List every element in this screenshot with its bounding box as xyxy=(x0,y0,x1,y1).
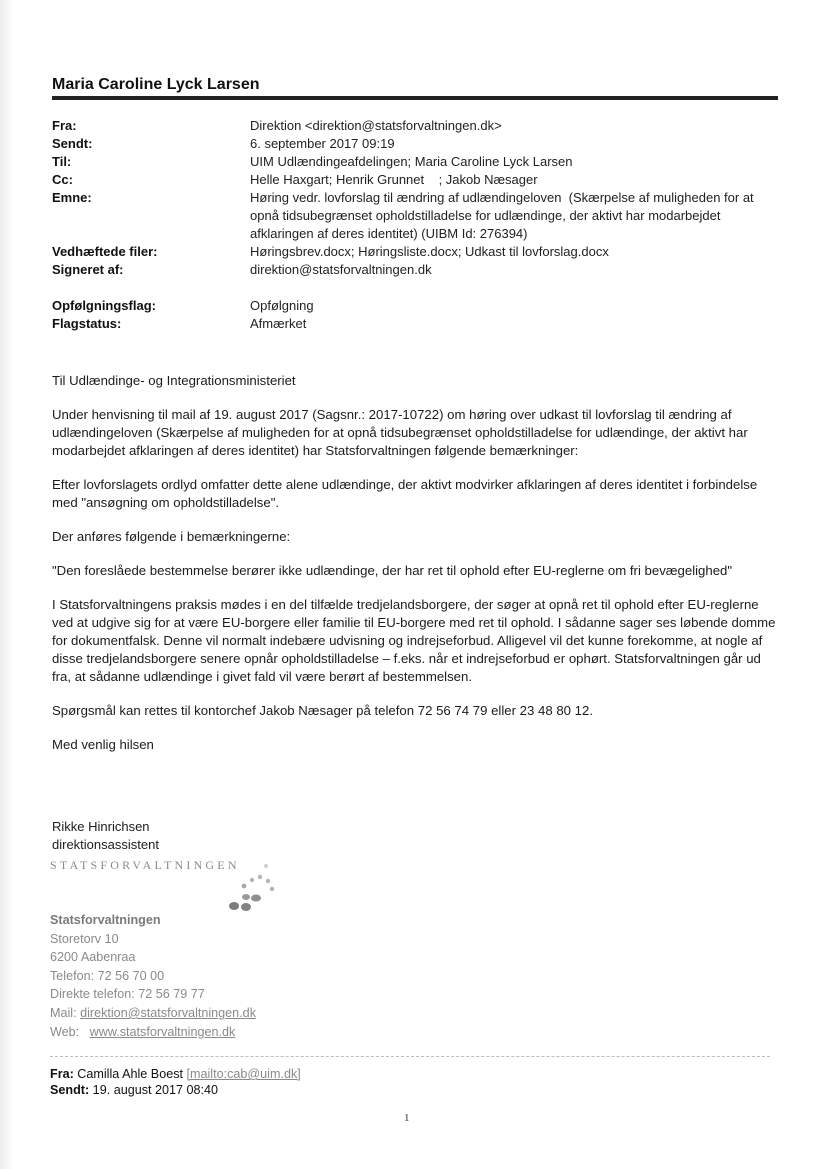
header-subject xyxy=(52,189,782,243)
forwarded-sent-label: Sendt: xyxy=(50,1083,90,1097)
contact-phone: Telefon: 72 56 70 00 xyxy=(50,968,165,983)
header-label: Fra: xyxy=(52,118,77,133)
contact-web-label: Web: xyxy=(50,1024,90,1039)
header-attachments xyxy=(52,243,782,261)
header-label: Vedhæftede filer: xyxy=(52,244,158,259)
body-paragraph: Efter lovforslagets ordlyd omfatter dette alene udlændinge, der aktivt modvirker afklaringen af deres identitet i forbindelse med "ansøgning om opholdstilladelse". xyxy=(52,477,758,510)
forwarded-from-mail[interactable]: [mailto:cab@uim.dk] xyxy=(186,1067,301,1081)
contact-web-link[interactable]: www.statsforvaltningen.dk xyxy=(89,1024,236,1039)
forwarded-header xyxy=(50,1066,301,1098)
contact-address: Storetorv 10 xyxy=(50,931,119,946)
header-value: Direktion <direktion@statsforvaltningen.dk> xyxy=(250,118,502,133)
closing: Med venlig hilsen xyxy=(52,737,154,752)
signature-name: Rikke Hinrichsen xyxy=(52,819,150,834)
salutation: Til Udlændinge- og Integrationsministeriet xyxy=(52,373,296,388)
header-to xyxy=(52,153,782,171)
contact-city: 6200 Aabenraa xyxy=(50,950,136,965)
spacer xyxy=(52,279,782,297)
body-paragraph: Under henvisning til mail af 19. august 2017 (Sagsnr.: 2017-10722) om høring over udkast til lovforslag til ændring af udlændingeloven (Skærpelse af muligheden for at opnå tidsubegrænset opholdstilladelse for udlændinge, der aktivt har modarbejdet afklaringen af deres identitet) har Statsforvaltningen følgende bemærkninger: xyxy=(52,407,748,458)
forwarded-sent-row xyxy=(50,1082,301,1098)
header-cc xyxy=(52,171,782,189)
forwarded-from-name: Camilla Ahle Boest xyxy=(73,1067,187,1081)
forwarded-from-row xyxy=(50,1066,301,1082)
header-value: 6. september 2017 09:19 xyxy=(250,136,395,151)
header-value: direktion@statsforvaltningen.dk xyxy=(250,262,432,277)
page-number: 1 xyxy=(404,1112,410,1124)
body-paragraph: I Statsforvaltningens praksis mødes i en del tilfælde tredjelandsborgere, der søger at opnå ret til ophold efter EU-reglerne ved at udgive sig for at være EU-borgere eller familie til EU-borgere med ret til ophold. I sådanne sager ses løbende domme for dokumentfalsk. Denne vil normalt indebære udvisning og indrejseforbud. Alligevel vil det kunne forekomme, at nogle af disse tredjelandsborgere senere opnår opholdstilladelse – f.eks. når et indrejseforbud er ophørt. Statsforvaltningen går ud fra, at sådanne udlændinge i givet fald vil være berørt af bestemmelsen. xyxy=(52,597,776,684)
header-value: Helle Haxgart; Henrik Grunnet ; Jakob Næsager xyxy=(250,172,538,187)
header-label: Emne: xyxy=(52,190,92,205)
header-value: Høringsbrev.docx; Høringsliste.docx; Udkast til lovforslag.docx xyxy=(250,244,609,259)
header-rule xyxy=(52,96,778,100)
forward-divider xyxy=(50,1056,770,1057)
header-label: Til: xyxy=(52,154,72,169)
header-label: Opfølgningsflag: xyxy=(52,298,156,313)
contact-mail-row xyxy=(50,1004,256,1023)
header-value: Høring vedr. lovforslag til ændring af udlændingeloven (Skærpelse af muligheden for at opnå tidsubegrænset opholdstilladelse for udlændinge, der aktivt har modarbejdet afklaringen af deres identitet) (UIBM Id: 276394) xyxy=(250,190,758,241)
email-body xyxy=(52,372,782,770)
contact-block xyxy=(50,911,256,1041)
contact-org: Statsforvaltningen xyxy=(50,913,161,927)
header-flag-status xyxy=(52,315,782,333)
header-from xyxy=(52,117,782,135)
email-headers xyxy=(52,117,782,333)
body-paragraph: Der anføres følgende i bemærkningerne: xyxy=(52,529,291,544)
signature xyxy=(52,818,159,854)
sender-name: Maria Caroline Lyck Larsen xyxy=(52,76,260,93)
logo-icon xyxy=(222,862,282,914)
header-value: Afmærket xyxy=(250,316,307,331)
contact-mail-link[interactable]: direktion@statsforvaltningen.dk xyxy=(80,1005,256,1020)
contact-direct-phone: Direkte telefon: 72 56 79 77 xyxy=(50,987,205,1002)
header-sent xyxy=(52,135,782,153)
signature-title: direktionsassistent xyxy=(52,837,159,852)
contact-mail-label: Mail: xyxy=(50,1005,81,1020)
contact-web-row xyxy=(50,1023,256,1042)
scan-edge xyxy=(0,0,14,1169)
header-followup-flag xyxy=(52,297,782,315)
forwarded-sent-value: 19. august 2017 08:40 xyxy=(89,1083,219,1097)
header-value: Opfølgning xyxy=(250,298,314,313)
quote-paragraph: "Den foreslåede bestemmelse berører ikke udlændinge, der har ret til ophold efter EU-reglerne om fri bevægelighed" xyxy=(52,563,733,578)
header-signed-by xyxy=(52,261,782,279)
header-label: Flagstatus: xyxy=(52,316,122,331)
body-paragraph: Spørgsmål kan rettes til kontorchef Jakob Næsager på telefon 72 56 74 79 eller 23 48 80 12. xyxy=(52,703,594,718)
logo-wordmark: STATSFORVALTNINGEN xyxy=(50,858,240,872)
header-value: UIM Udlændingeafdelingen; Maria Caroline Lyck Larsen xyxy=(250,154,573,169)
header-label: Signeret af: xyxy=(52,262,124,277)
header-label: Sendt: xyxy=(52,136,93,151)
header-label: Cc: xyxy=(52,172,73,187)
forwarded-from-label: Fra: xyxy=(50,1067,74,1081)
